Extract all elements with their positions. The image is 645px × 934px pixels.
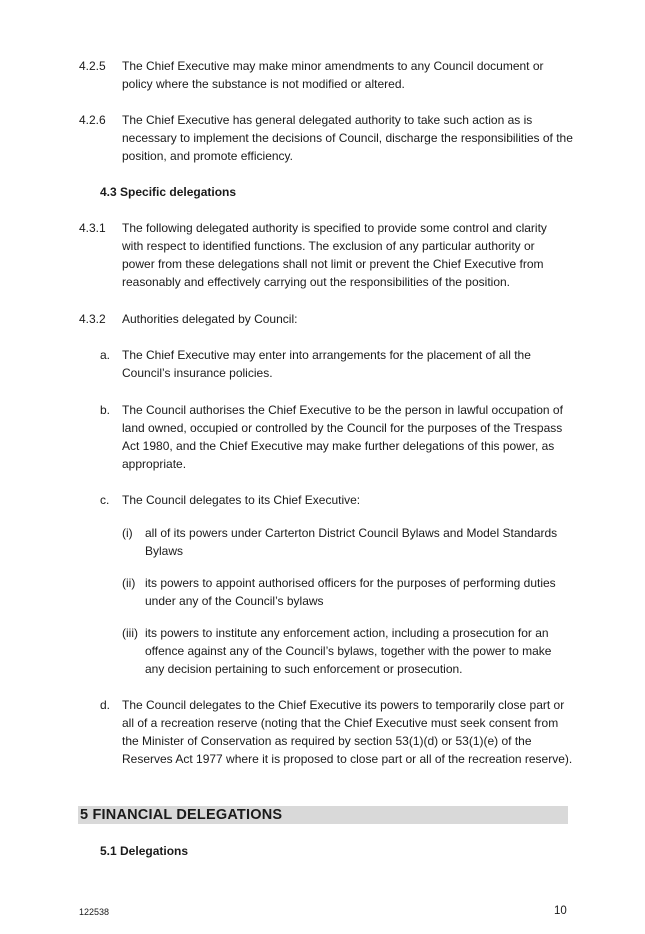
clause-text-line: Authorities delegated by Council: xyxy=(122,312,298,326)
sublist-marker: (ii) xyxy=(122,576,136,590)
list-marker: c. xyxy=(100,493,110,507)
sublist-text-line: under any of the Council’s bylaws xyxy=(145,594,324,608)
list-text-line: land owned, occupied or controlled by the Council for the purposes of the Trespass xyxy=(122,421,563,435)
clause-text-line: The Chief Executive has general delegated authority to take such action as is xyxy=(122,113,533,127)
list-marker: b. xyxy=(100,403,111,417)
list-text-line: all of a recreation reserve (noting that the Chief Executive must seek consent from xyxy=(122,716,559,730)
clause-number: 4.3.1 xyxy=(79,221,106,235)
footer-document-id: 122538 xyxy=(79,907,110,917)
sublist-text-line: Bylaws xyxy=(145,544,184,558)
clause-text-line: policy where the substance is not modified or altered. xyxy=(122,77,405,91)
list-text-line: The Council authorises the Chief Executive to be the person in lawful occupation of xyxy=(122,403,563,417)
clause-text-line: reasonably and effectively carrying out the responsibilities of the position. xyxy=(122,275,511,289)
sublist-text-line: all of its powers under Carterton District Council Bylaws and Model Standards xyxy=(145,526,558,540)
list-text-line: The Chief Executive may enter into arrangements for the placement of all the xyxy=(122,348,531,362)
list-marker: a. xyxy=(100,348,111,362)
clause-number: 4.2.5 xyxy=(79,59,106,73)
list-text-line: Reserves Act 1977 where it is proposed to close part or all of the recreation reserve). xyxy=(122,752,573,766)
section-heading-5: 5 FINANCIAL DELEGATIONS xyxy=(80,807,283,823)
sublist-text-line: its powers to appoint authorised officers for the purposes of performing duties xyxy=(145,576,556,590)
clause-text-line: position, and promote efficiency. xyxy=(122,149,293,163)
sublist-marker: (iii) xyxy=(122,626,138,640)
clause-text-line: necessary to implement the decisions of Council, discharge the responsibilities of the xyxy=(122,131,573,145)
footer-page-number: 10 xyxy=(554,905,567,917)
subsection-heading-4-3: 4.3 Specific delegations xyxy=(100,185,237,199)
sublist-text-line: its powers to institute any enforcement action, including a prosecution for an xyxy=(145,626,549,640)
clause-text-line: with respect to identified functions. The exclusion of any particular authority or xyxy=(122,239,535,253)
list-text-line: The Council delegates to the Chief Executive its powers to temporarily close part or xyxy=(122,698,565,712)
clause-number: 4.2.6 xyxy=(79,113,106,127)
list-text-line: Council’s insurance policies. xyxy=(122,366,273,380)
sublist-text-line: any decision pertaining to such enforcement or prosecution. xyxy=(145,662,463,676)
clause-text-line: The Chief Executive may make minor amendments to any Council document or xyxy=(122,59,544,73)
clause-number: 4.3.2 xyxy=(79,312,106,326)
list-text-line: appropriate. xyxy=(122,457,187,471)
sublist-text-line: offence against any of the Council’s bylaws, together with the power to make xyxy=(145,644,552,658)
subsection-heading-5-1: 5.1 Delegations xyxy=(100,844,189,858)
sublist-marker: (i) xyxy=(122,526,133,540)
list-text-line: the Minister of Conservation as required by section 53(1)(d) or 53(1)(e) of the xyxy=(122,734,532,748)
clause-text-line: The following delegated authority is specified to provide some control and clarity xyxy=(122,221,547,235)
list-marker: d. xyxy=(100,698,111,712)
list-text-line: Act 1980, and the Chief Executive may make further delegations of this power, as xyxy=(122,439,555,453)
list-text-line: The Council delegates to its Chief Executive: xyxy=(122,493,361,507)
clause-text-line: power from these delegations shall not limit or prevent the Chief Executive from xyxy=(122,257,544,271)
